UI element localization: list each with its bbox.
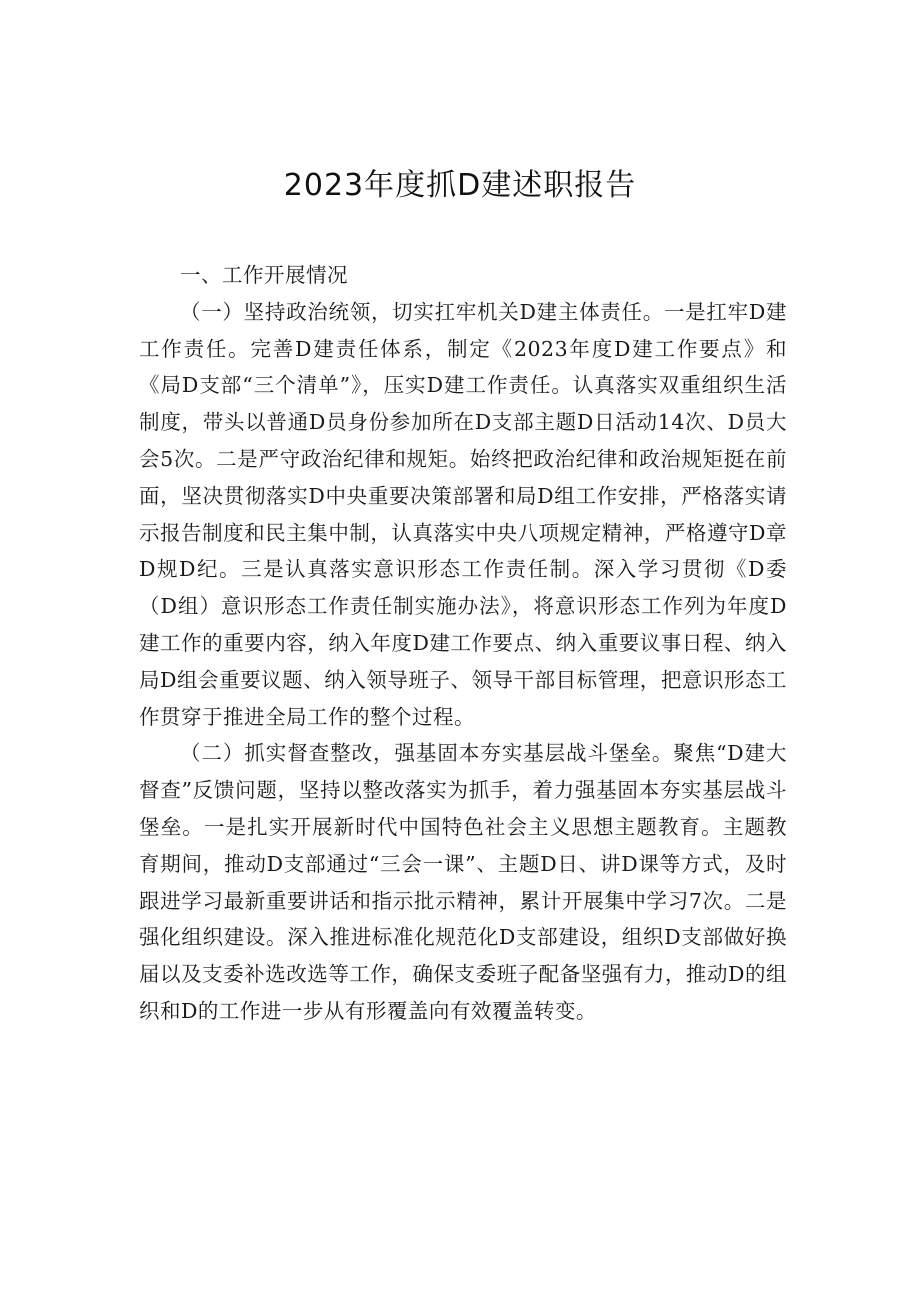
- section-heading: 一、工作开展情况: [180, 263, 348, 287]
- paragraph-1: （一）坚持政治统领，切实扛牢机关D建主体责任。一是扛牢D建工作责任。完善D建责任体系，制定《2023年度D建工作要点》和《局D支部“三个清单”》，压实D建工作责任。认真落实双重组织生活制度，带头以普通D员身份参加所在D支部主题D日活动14次、D员大会5次。二是严守政治纪律和规矩。始终把政治纪律和政治规矩挺在前面，坚决贯彻落实D中央重要决策部署和局D组工作安排，严格落实请示报告制度和民主集中制，认真落实中央八项规定精神，严格遵守D章D规D纪。三是认真落实意识形态工作责任制。深入学习贯彻《D委（D组）意识形态工作责任制实施办法》，将意识形态工作列为年度D建工作的重要内容，纳入年度D建工作要点、纳入重要议事日程、纳入局D组会重要议题、纳入领导班子、领导干部目标管理，把意识形态工作贯穿于推进全局工作的整个过程。: [139, 299, 787, 729]
- document-body: [139, 257, 787, 1030]
- document-title: 2023年度抓D建述职报告: [283, 168, 637, 203]
- paragraph-2: （二）抓实督查整改，强基固本夯实基层战斗堡垒。聚焦“D建大督查”反馈问题，坚持以整改落实为抓手，着力强基固本夯实基层战斗堡垒。一是扎实开展新时代中国特色社会主义思想主题教育。主题教育期间，推动D支部通过“三会一课”、主题D日、讲D课等方式，及时跟进学习最新重要讲话和指示批示精神，累计开展集中学习7次。二是强化组织建设。深入推进标准化规范化D支部建设，组织D支部做好换届以及支委补选改选等工作，确保支委班子配备坚强有力，推动D的组织和D的工作进一步从有形覆盖向有效覆盖转变。: [139, 741, 787, 1023]
